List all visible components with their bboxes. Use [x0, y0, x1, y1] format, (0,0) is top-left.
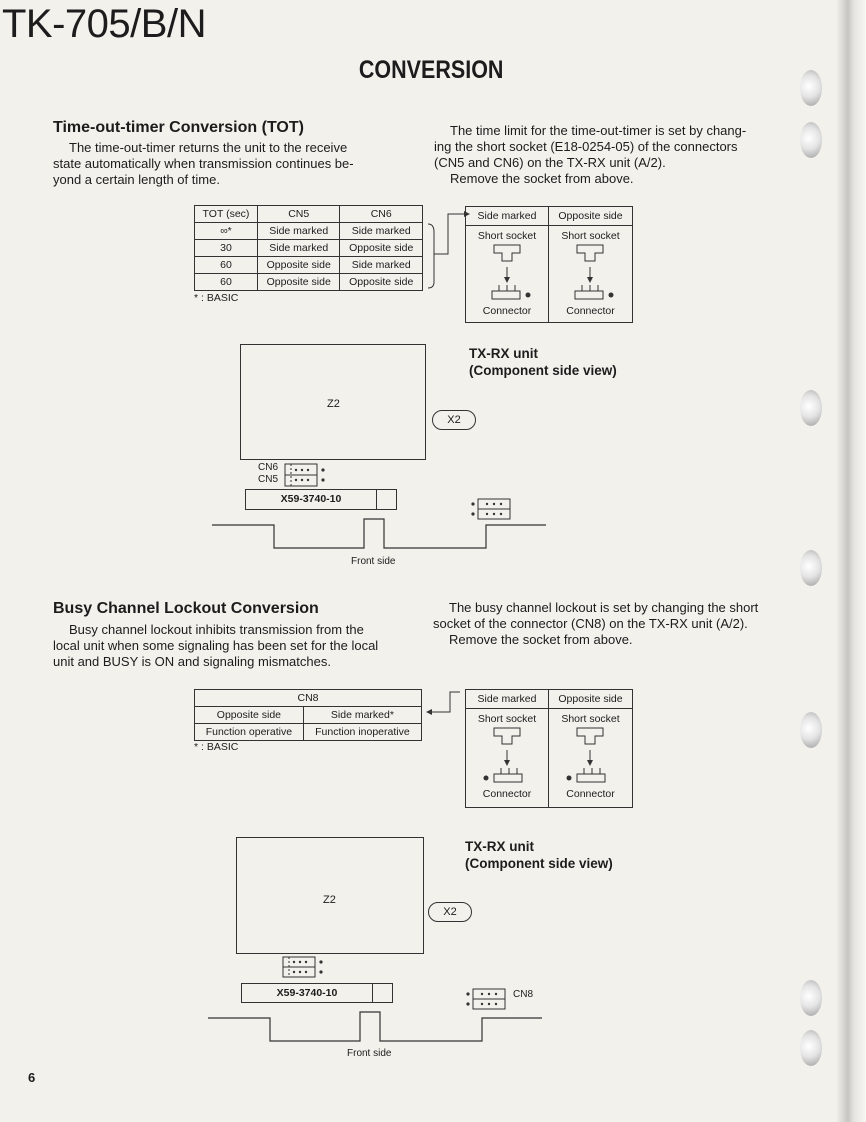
short-socket-label: Short socket — [477, 230, 537, 242]
socket-icon — [466, 726, 548, 786]
front-side-outline — [208, 1008, 548, 1048]
table-cell: Opposite side — [195, 707, 304, 724]
table-row — [195, 724, 422, 741]
busy-instructions — [433, 600, 778, 648]
cn5-cn6-connector — [284, 463, 334, 487]
page-edge-shadow — [836, 0, 866, 1122]
cn5-cn6-connector — [282, 956, 330, 978]
cn8-connector — [465, 988, 509, 1010]
socket-col-head: Side marked — [466, 207, 548, 226]
tot-socket-diagram — [465, 206, 633, 323]
table-header-row — [195, 690, 422, 707]
tot-heading: Time-out-timer Conversion (TOT) — [53, 119, 304, 136]
busy-instr-line: socket of the connector (CN8) on the TX-RX unit (A/2). — [433, 616, 748, 631]
busy-socket-diagram — [465, 689, 633, 808]
table-row — [195, 707, 422, 724]
tot-instr-line: The time limit for the time-out-timer is set by chang- — [450, 123, 747, 138]
busy-desc-line: Busy channel lockout inhibits transmission from the — [69, 622, 364, 637]
board-outline — [245, 489, 397, 510]
tot-instr-line: (CN5 and CN6) on the TX-RX unit (A/2). — [434, 155, 666, 170]
board-part-label: X59-3740-10 — [280, 493, 342, 505]
table-cell: Opposite side — [340, 274, 423, 291]
busy-table — [194, 689, 422, 741]
busy-instr-line: The busy channel lockout is set by changing the short — [449, 600, 759, 615]
board-part-label: X59-3740-10 — [276, 987, 338, 999]
socket-col-opposite — [549, 207, 632, 322]
tot-instructions — [434, 123, 779, 187]
table-row — [195, 223, 423, 240]
z2-label: Z2 — [323, 894, 336, 906]
binder-hole — [800, 712, 822, 748]
short-socket-label: Short socket — [477, 713, 537, 725]
busy-instr-line: Remove the socket from above. — [449, 632, 633, 647]
socket-col-side-marked — [466, 690, 549, 807]
board-outline — [241, 983, 393, 1003]
cn6-label: CN6 — [258, 462, 279, 473]
page-title: CONVERSION — [358, 56, 504, 84]
x2-label: X2 — [432, 410, 476, 430]
table-cell: Opposite side — [340, 240, 423, 257]
front-side-label: Front side — [347, 1048, 392, 1059]
binder-hole — [800, 550, 822, 586]
tot-desc-line: yond a certain length of time. — [53, 172, 220, 187]
tot-desc-line: state automatically when transmission continues be- — [53, 156, 354, 171]
unit-subtitle: (Component side view) — [465, 856, 613, 871]
z2-label: Z2 — [327, 398, 340, 410]
tot-description — [53, 140, 398, 188]
table-cell: Function inoperative — [303, 724, 421, 741]
socket-col-head: Opposite side — [549, 690, 632, 709]
table-header-row — [195, 206, 423, 223]
table-cell: Side marked* — [303, 707, 421, 724]
binder-hole — [800, 70, 822, 106]
model-name: TK-705/B/N — [2, 2, 206, 46]
binder-hole — [800, 122, 822, 158]
table-row — [195, 240, 423, 257]
table-cell: Side marked — [340, 257, 423, 274]
socket-col-head: Opposite side — [549, 207, 632, 226]
busy-desc-line: unit and BUSY is ON and signaling mismatches. — [53, 654, 331, 669]
unit-title: TX-RX unit — [469, 346, 538, 361]
cn8-label: CN8 — [513, 989, 534, 1000]
busy-heading: Busy Channel Lockout Conversion — [53, 600, 319, 617]
busy-description — [53, 622, 403, 670]
table-cell: Side marked — [257, 223, 340, 240]
table-cell: Opposite side — [257, 274, 340, 291]
table-cell: Function operative — [195, 724, 304, 741]
tot-note: * : BASIC — [194, 292, 239, 304]
unit-title: TX-RX unit — [465, 839, 534, 854]
table-header: TOT (sec) — [195, 206, 258, 223]
table-cell: 60 — [195, 274, 258, 291]
busy-unit-title — [465, 838, 613, 872]
table-row — [195, 274, 423, 291]
cn6-cn5-labels — [258, 462, 278, 486]
table-cell: Opposite side — [257, 257, 340, 274]
connector-label: Connector — [482, 305, 532, 317]
table-header: CN5 — [257, 206, 340, 223]
front-side-outline — [212, 515, 552, 555]
table-cell: Side marked — [340, 223, 423, 240]
binder-hole — [800, 980, 822, 1016]
connector-label: Connector — [566, 788, 615, 800]
tot-unit-title — [469, 345, 617, 379]
tot-instr-line: Remove the socket from above. — [450, 171, 634, 186]
socket-col-opposite — [549, 690, 632, 807]
z2-module — [240, 344, 426, 460]
table-cell: 60 — [195, 257, 258, 274]
short-socket-label: Short socket — [561, 713, 620, 725]
table-cell: 30 — [195, 240, 258, 257]
x2-label: X2 — [428, 902, 472, 922]
socket-col-head: Side marked — [466, 690, 548, 709]
connector-label: Connector — [566, 305, 615, 317]
tot-table — [194, 205, 423, 291]
table-cell: ∞* — [195, 223, 258, 240]
socket-col-side-marked — [466, 207, 549, 322]
busy-note: * : BASIC — [194, 741, 239, 753]
socket-icon — [549, 726, 632, 786]
short-socket-label: Short socket — [561, 230, 620, 242]
table-header: CN6 — [340, 206, 423, 223]
busy-desc-line: local unit when some signaling has been set for the local — [53, 638, 379, 653]
z2-module — [236, 837, 424, 954]
binder-hole — [800, 390, 822, 426]
cn5-label: CN5 — [258, 474, 279, 485]
table-header: CN8 — [195, 690, 422, 707]
tot-instr-line: ing the short socket (E18-0254-05) of the connectors — [434, 139, 738, 154]
binder-hole — [800, 1030, 822, 1066]
connector-label: Connector — [482, 788, 532, 800]
unit-subtitle: (Component side view) — [469, 363, 617, 378]
tot-desc-line: The time-out-timer returns the unit to the receive — [69, 140, 348, 155]
socket-icon — [549, 243, 632, 303]
table-row — [195, 257, 423, 274]
front-side-label: Front side — [351, 556, 396, 567]
socket-icon — [466, 243, 548, 303]
table-cell: Side marked — [257, 240, 340, 257]
page-number: 6 — [28, 1070, 36, 1085]
